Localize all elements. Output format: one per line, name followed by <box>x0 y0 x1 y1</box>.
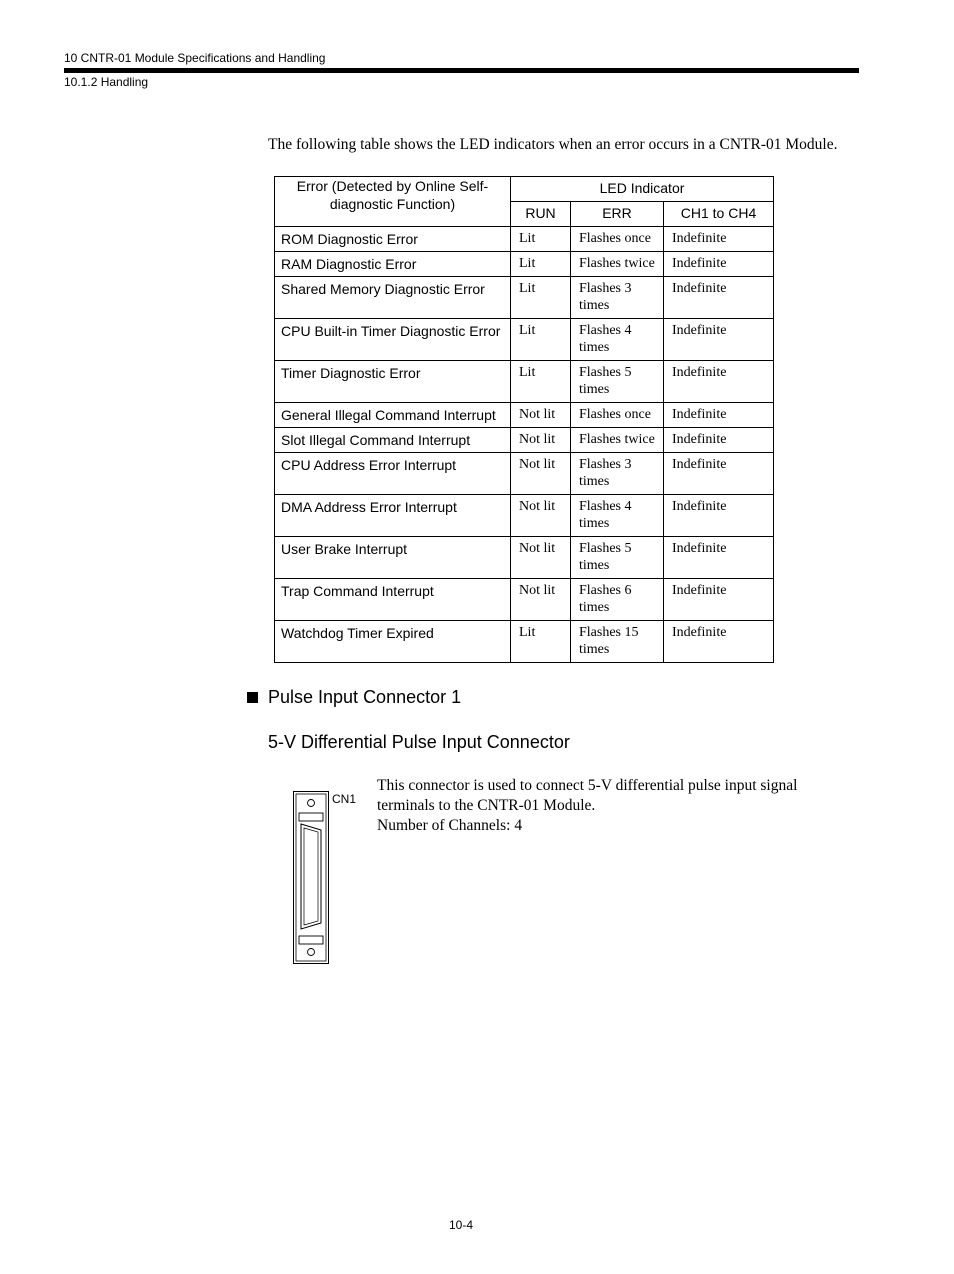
run-cell: Lit <box>511 621 571 663</box>
error-cell: CPU Built-in Timer Diagnostic Error <box>275 319 511 361</box>
error-cell: CPU Address Error Interrupt <box>275 453 511 495</box>
section-bullet-icon <box>247 692 258 703</box>
description-line: Number of Channels: 4 <box>377 817 523 834</box>
ch-cell: Indefinite <box>664 277 774 319</box>
ch-cell: Indefinite <box>664 453 774 495</box>
description-line: This connector is used to connect 5-V differential pulse input signal <box>377 777 798 794</box>
run-cell: Lit <box>511 361 571 403</box>
table-row <box>275 579 774 621</box>
table-row <box>275 227 774 252</box>
table-row <box>275 428 774 453</box>
error-cell: ROM Diagnostic Error <box>275 227 511 252</box>
err-cell: Flashes once <box>571 403 664 428</box>
table-row <box>275 361 774 403</box>
run-cell: Not lit <box>511 403 571 428</box>
table-row <box>275 319 774 361</box>
err-cell: Flashes 6 times <box>571 579 664 621</box>
ch-cell: Indefinite <box>664 579 774 621</box>
error-cell: DMA Address Error Interrupt <box>275 495 511 537</box>
col-header-run: RUN <box>511 202 571 227</box>
table-row <box>275 403 774 428</box>
ch-cell: Indefinite <box>664 403 774 428</box>
table-row <box>275 277 774 319</box>
col-header-led-indicator: LED Indicator <box>511 177 774 202</box>
error-cell: Trap Command Interrupt <box>275 579 511 621</box>
err-cell: Flashes twice <box>571 252 664 277</box>
ch-cell: Indefinite <box>664 428 774 453</box>
table-row <box>275 621 774 663</box>
col-header-err: ERR <box>571 202 664 227</box>
ch-cell: Indefinite <box>664 227 774 252</box>
error-cell: Slot Illegal Command Interrupt <box>275 428 511 453</box>
error-cell: RAM Diagnostic Error <box>275 252 511 277</box>
col-header-ch: CH1 to CH4 <box>664 202 774 227</box>
ch-cell: Indefinite <box>664 252 774 277</box>
run-cell: Lit <box>511 277 571 319</box>
err-cell: Flashes 4 times <box>571 495 664 537</box>
intro-text: The following table shows the LED indicators when an error occurs in a CNTR-01 Module. <box>268 136 838 153</box>
page-number: 10-4 <box>449 1218 474 1232</box>
ch-cell: Indefinite <box>664 537 774 579</box>
err-cell: Flashes once <box>571 227 664 252</box>
run-cell: Lit <box>511 252 571 277</box>
ch-cell: Indefinite <box>664 319 774 361</box>
run-cell: Not lit <box>511 537 571 579</box>
chapter-header: 10 CNTR-01 Module Specifications and Handling <box>64 51 326 65</box>
run-cell: Not lit <box>511 428 571 453</box>
run-cell: Not lit <box>511 579 571 621</box>
run-cell: Not lit <box>511 453 571 495</box>
section-header: 10.1.2 Handling <box>64 75 149 89</box>
led-indicator-table <box>274 176 774 663</box>
err-cell: Flashes 15 times <box>571 621 664 663</box>
error-cell: Watchdog Timer Expired <box>275 621 511 663</box>
error-cell: Shared Memory Diagnostic Error <box>275 277 511 319</box>
table-row <box>275 537 774 579</box>
connector-description <box>377 776 797 836</box>
error-cell: General Illegal Command Interrupt <box>275 403 511 428</box>
error-cell: User Brake Interrupt <box>275 537 511 579</box>
err-cell: Flashes 5 times <box>571 537 664 579</box>
run-cell: Lit <box>511 227 571 252</box>
run-cell: Not lit <box>511 495 571 537</box>
ch-cell: Indefinite <box>664 495 774 537</box>
table-row <box>275 252 774 277</box>
header-rule <box>64 68 859 73</box>
table-row <box>275 453 774 495</box>
err-cell: Flashes 4 times <box>571 319 664 361</box>
subsection-title: 5-V Differential Pulse Input Connector <box>268 732 570 752</box>
err-cell: Flashes 3 times <box>571 277 664 319</box>
run-cell: Lit <box>511 319 571 361</box>
section-title: Pulse Input Connector 1 <box>268 687 462 707</box>
ch-cell: Indefinite <box>664 361 774 403</box>
table-row <box>275 495 774 537</box>
col-header-error: Error (Detected by Online Self-diagnostic Function) <box>275 177 511 227</box>
err-cell: Flashes 3 times <box>571 453 664 495</box>
err-cell: Flashes 5 times <box>571 361 664 403</box>
connector-diagram <box>293 791 330 965</box>
description-line: terminals to the CNTR-01 Module. <box>377 797 596 814</box>
connector-label: CN1 <box>332 792 357 806</box>
error-cell: Timer Diagnostic Error <box>275 361 511 403</box>
ch-cell: Indefinite <box>664 621 774 663</box>
err-cell: Flashes twice <box>571 428 664 453</box>
